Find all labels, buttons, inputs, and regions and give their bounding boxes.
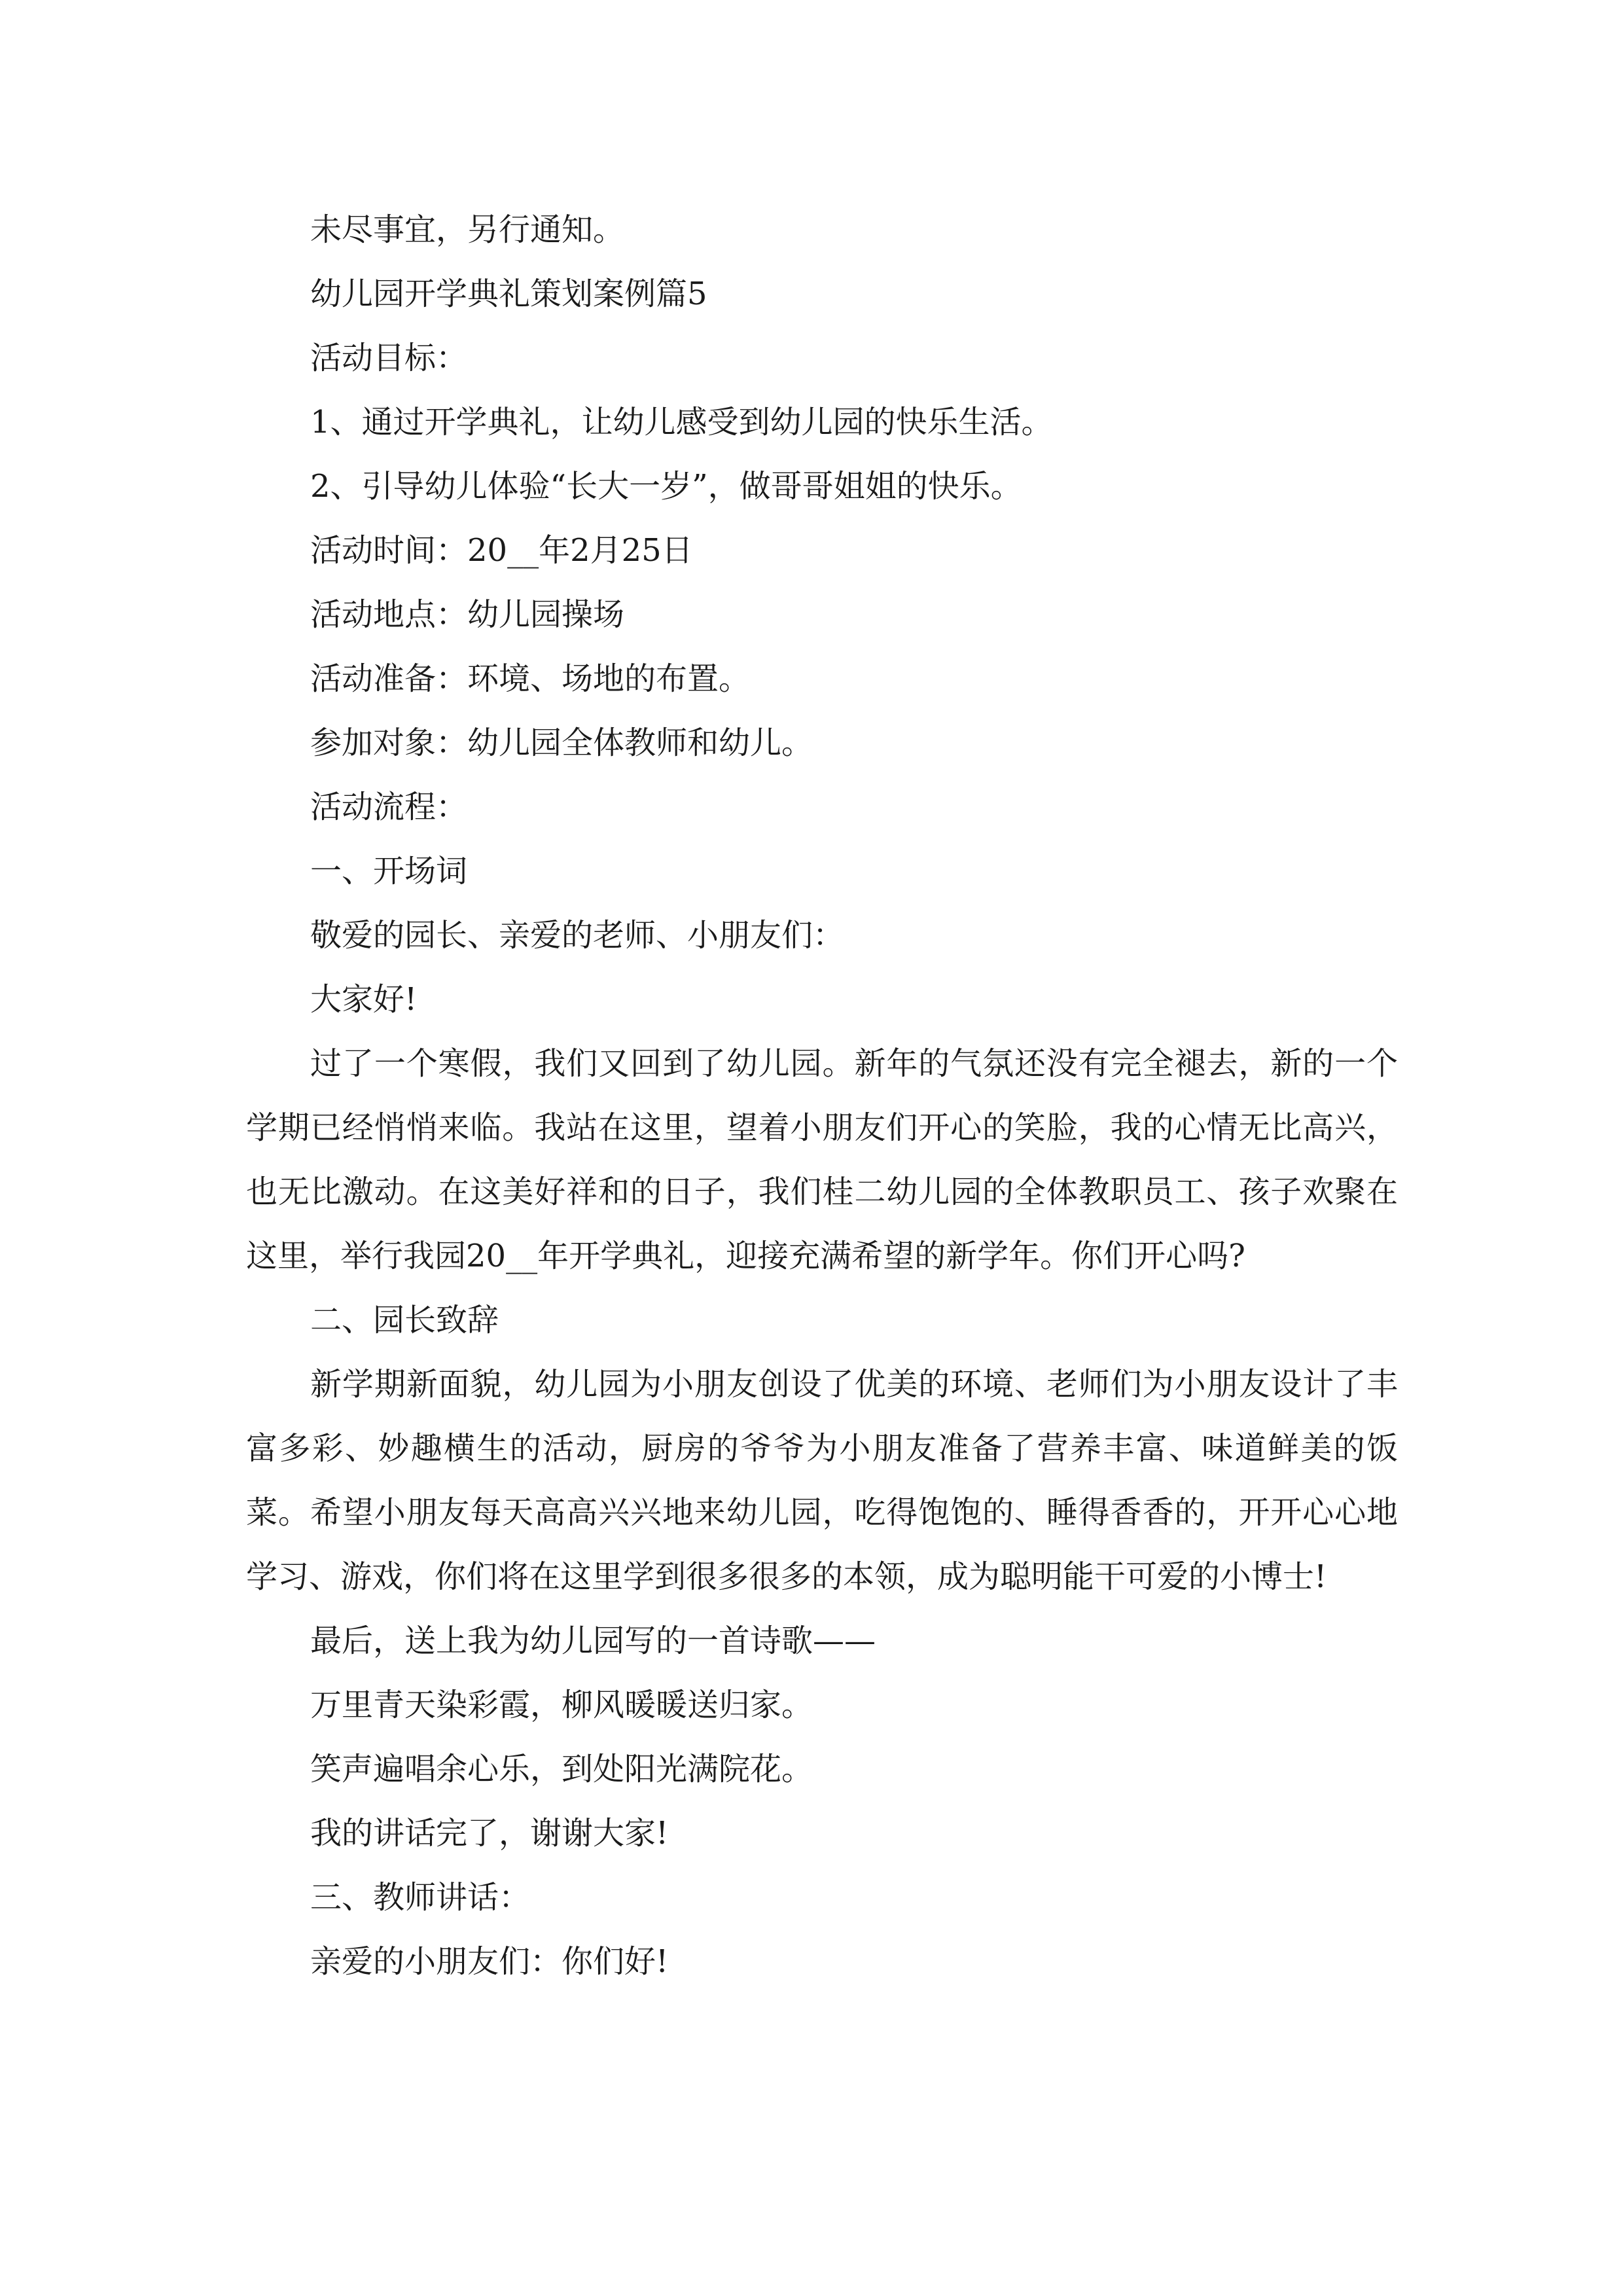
paragraph-poem-line-1: 万里青天染彩霞，柳风暖暖送归家。 (310, 1687, 813, 1723)
paragraph-greeting: 大家好! (310, 981, 418, 1018)
paragraph-closing-note: 未尽事宜，另行通知。 (310, 211, 625, 248)
paragraph-goals-heading: 活动目标： (310, 340, 468, 376)
paragraph-salutation: 敬爱的园长、亲爱的老师、小朋友们： (310, 917, 845, 954)
paragraph-teacher-heading: 三、教师讲话： (310, 1879, 531, 1916)
paragraph-goal-2: 2、引导幼儿体验“长大一岁”，做哥哥姐姐的快乐。 (310, 468, 1022, 505)
paragraph-speech-end: 我的讲话完了，谢谢大家! (310, 1815, 669, 1852)
section-title: 幼儿园开学典礼策划案例篇5 (310, 276, 707, 312)
paragraph-principal-heading: 二、园长致辞 (310, 1302, 499, 1338)
paragraph-opening-heading: 一、开场词 (310, 853, 468, 889)
paragraph-location: 活动地点：幼儿园操场 (310, 596, 625, 633)
paragraph-goal-1: 1、通过开学典礼，让幼儿感受到幼儿园的快乐生活。 (310, 404, 1053, 440)
paragraph-poem-line-2: 笑声遍唱余心乐，到处阳光满院花。 (310, 1751, 813, 1787)
paragraph-principal-speech: 新学期新面貌，幼儿园为小朋友创设了优美的环境、老师们为小朋友设计了丰富多彩、妙趣横生的活动，厨房的爷爷为小朋友准备了营养丰富、味道鲜美的饭菜。希望小朋友每天高高兴兴地来幼儿园，吃得饱饱的、睡得香香的，开开心心地学习、游戏，你们将在这里学到很多很多的本领，成为聪明能干可爱的小博士! (246, 1366, 1398, 1595)
paragraph-opening-speech: 过了一个寒假，我们又回到了幼儿园。新年的气氛还没有完全褪去，新的一个学期已经悄悄来临。我站在这里，望着小朋友们开心的笑脸，我的心情无比高兴，也无比激动。在这美好祥和的日子，我们桂二幼儿园的全体教职员工、孩子欢聚在这里，举行我园20__年开学典礼，迎接充满希望的新学年。你们开心吗? (246, 1045, 1398, 1274)
paragraph-teacher-greeting: 亲爱的小朋友们：你们好! (310, 1943, 669, 1980)
paragraph-preparation: 活动准备：环境、场地的布置。 (310, 660, 751, 697)
paragraph-participants: 参加对象：幼儿园全体教师和幼儿。 (310, 725, 813, 761)
paragraph-poem-intro: 最后，送上我为幼儿园写的一首诗歌—— (310, 1623, 876, 1659)
document-body (246, 198, 1398, 1994)
paragraph-time: 活动时间：20__年2月25日 (310, 532, 693, 569)
paragraph-process-heading: 活动流程： (310, 789, 468, 825)
